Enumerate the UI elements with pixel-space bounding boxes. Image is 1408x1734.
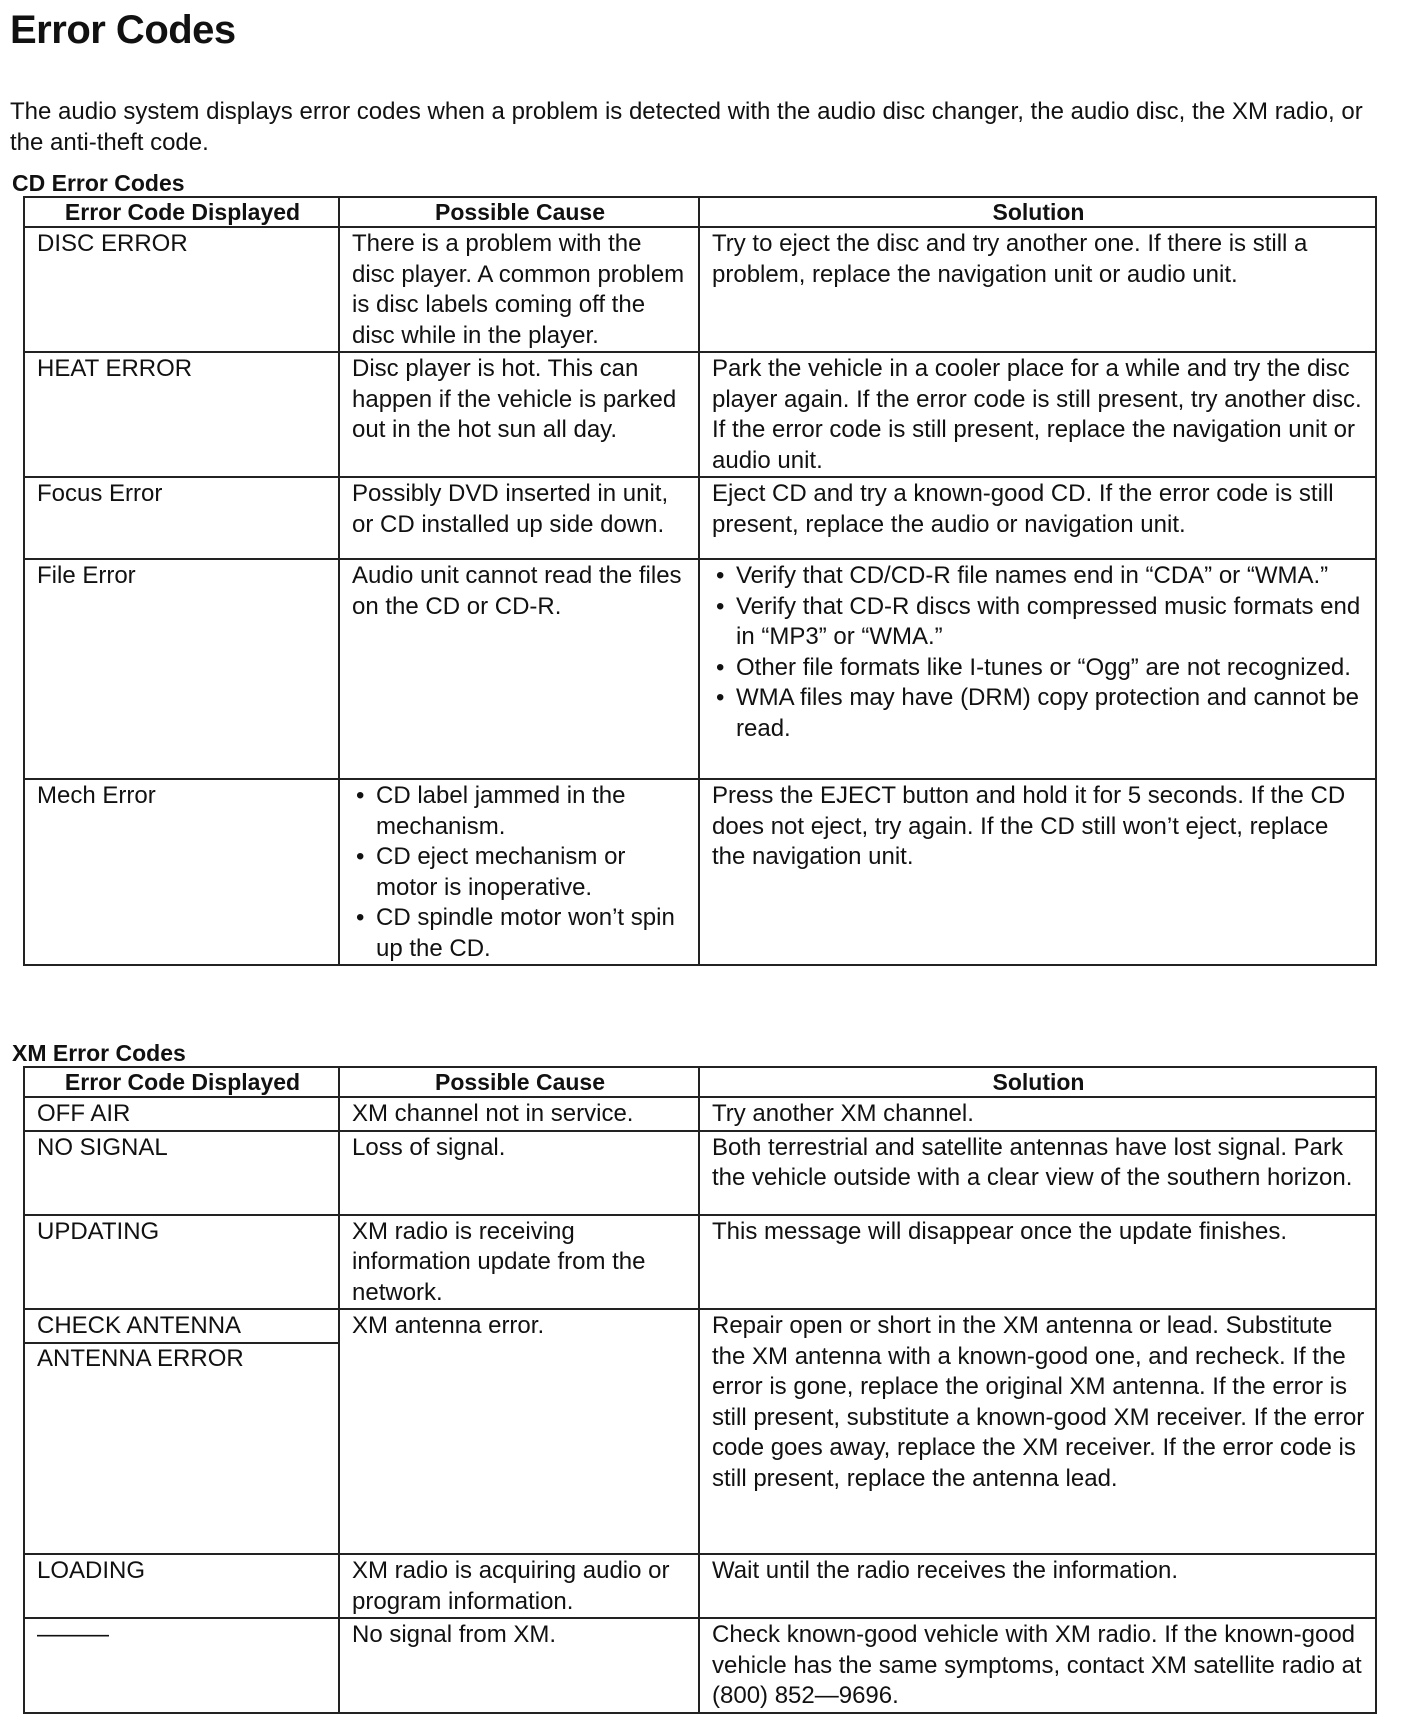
xm-error-table bbox=[23, 1066, 1377, 1714]
solution: Both terrestrial and satellite antennas have lost signal. Park the vehicle outside with a clear view of the southern horizon. bbox=[699, 1131, 1376, 1215]
list-item: • Other file formats like I-tunes or “Ogg” are not recognized. bbox=[712, 653, 1365, 684]
column-header-cause: Possible Cause bbox=[339, 1067, 699, 1097]
error-code: ANTENNA ERROR bbox=[25, 1342, 338, 1375]
error-code: UPDATING bbox=[24, 1215, 339, 1310]
list-item: • WMA files may have (DRM) copy protection and cannot be read. bbox=[712, 683, 1365, 744]
possible-cause: Disc player is hot. This can happen if the vehicle is parked out in the hot sun all day. bbox=[339, 352, 699, 477]
solution: Try another XM channel. bbox=[699, 1097, 1376, 1131]
intro-paragraph: The audio system displays error codes when a problem is detected with the audio disc changer, the audio disc, the XM radio, or the anti-theft code. bbox=[10, 98, 1363, 156]
column-header-solution: Solution bbox=[699, 1067, 1376, 1097]
solution: Repair open or short in the XM antenna or lead. Substitute the XM antenna with a known-good one, and recheck. If the error is gone, replace the original XM antenna. If the error is still present, substitute a known-good XM receiver. If the error code goes away, replace the XM receiver. If the error code is still present, replace the antenna lead. bbox=[699, 1309, 1376, 1554]
possible-cause: XM radio is acquiring audio or program information. bbox=[339, 1554, 699, 1618]
list-item: • CD eject mechanism or motor is inoperative. bbox=[352, 842, 688, 903]
page-title: Error Codes bbox=[10, 8, 236, 52]
error-code: Focus Error bbox=[24, 477, 339, 559]
possible-cause: XM antenna error. bbox=[339, 1309, 699, 1554]
possible-cause: Audio unit cannot read the files on the CD or CD-R. bbox=[339, 559, 699, 779]
possible-cause bbox=[339, 779, 699, 965]
cause-bullet-list bbox=[352, 781, 688, 964]
list-item: • Verify that CD-R discs with compressed music formats end in “MP3” or “WMA.” bbox=[712, 592, 1365, 653]
table-row bbox=[24, 779, 1376, 965]
table-row bbox=[24, 1215, 1376, 1310]
error-code: File Error bbox=[24, 559, 339, 779]
error-code: CHECK ANTENNA bbox=[37, 1312, 242, 1339]
column-header-cause: Possible Cause bbox=[339, 197, 699, 227]
error-code: Mech Error bbox=[24, 779, 339, 965]
cd-error-table bbox=[23, 196, 1377, 966]
xm-section-label: XM Error Codes bbox=[12, 1040, 186, 1066]
solution-bullet-list bbox=[712, 561, 1365, 744]
solution: Check known-good vehicle with XM radio. If the known-good vehicle has the same symptoms, contact XM satellite radio at (800) 852—9696. bbox=[699, 1618, 1376, 1713]
error-code: LOADING bbox=[24, 1554, 339, 1618]
table-row bbox=[24, 1309, 1376, 1554]
table-row bbox=[24, 1097, 1376, 1131]
error-code-group bbox=[24, 1309, 339, 1554]
table-row bbox=[24, 1618, 1376, 1713]
solution: Eject CD and try a known-good CD. If the error code is still present, replace the audio or navigation unit. bbox=[699, 477, 1376, 559]
table-row bbox=[24, 227, 1376, 352]
list-item: • Verify that CD/CD-R file names end in “CDA” or “WMA.” bbox=[712, 561, 1365, 592]
table-row bbox=[24, 559, 1376, 779]
possible-cause: XM channel not in service. bbox=[339, 1097, 699, 1131]
possible-cause: There is a problem with the disc player. A common problem is disc labels coming off the disc while in the player. bbox=[339, 227, 699, 352]
solution bbox=[699, 559, 1376, 779]
error-code: ——— bbox=[24, 1618, 339, 1713]
table-row bbox=[24, 1131, 1376, 1215]
error-code: HEAT ERROR bbox=[24, 352, 339, 477]
error-code: NO SIGNAL bbox=[24, 1131, 339, 1215]
list-item: • CD label jammed in the mechanism. bbox=[352, 781, 688, 842]
xm-header-row bbox=[24, 1067, 1376, 1097]
possible-cause: Possibly DVD inserted in unit, or CD installed up side down. bbox=[339, 477, 699, 559]
cd-header-row bbox=[24, 197, 1376, 227]
solution: Press the EJECT button and hold it for 5 seconds. If the CD does not eject, try again. If the CD still won’t eject, replace the navigation unit. bbox=[699, 779, 1376, 965]
solution: This message will disappear once the update finishes. bbox=[699, 1215, 1376, 1310]
table-row bbox=[24, 477, 1376, 559]
table-row bbox=[24, 1554, 1376, 1618]
possible-cause: No signal from XM. bbox=[339, 1618, 699, 1713]
possible-cause: XM radio is receiving information update from the network. bbox=[339, 1215, 699, 1310]
column-header-code: Error Code Displayed bbox=[24, 1067, 339, 1097]
error-code: DISC ERROR bbox=[24, 227, 339, 352]
solution: Wait until the radio receives the information. bbox=[699, 1554, 1376, 1618]
column-header-code: Error Code Displayed bbox=[24, 197, 339, 227]
possible-cause: Loss of signal. bbox=[339, 1131, 699, 1215]
table-row bbox=[24, 352, 1376, 477]
solution: Park the vehicle in a cooler place for a while and try the disc player again. If the error code is still present, try another disc. If the error code is still present, replace the navigation unit or audio unit. bbox=[699, 352, 1376, 477]
error-code: OFF AIR bbox=[24, 1097, 339, 1131]
column-header-solution: Solution bbox=[699, 197, 1376, 227]
cd-section-label: CD Error Codes bbox=[12, 170, 185, 196]
list-item: • CD spindle motor won’t spin up the CD. bbox=[352, 903, 688, 964]
solution: Try to eject the disc and try another one. If there is still a problem, replace the navigation unit or audio unit. bbox=[699, 227, 1376, 352]
